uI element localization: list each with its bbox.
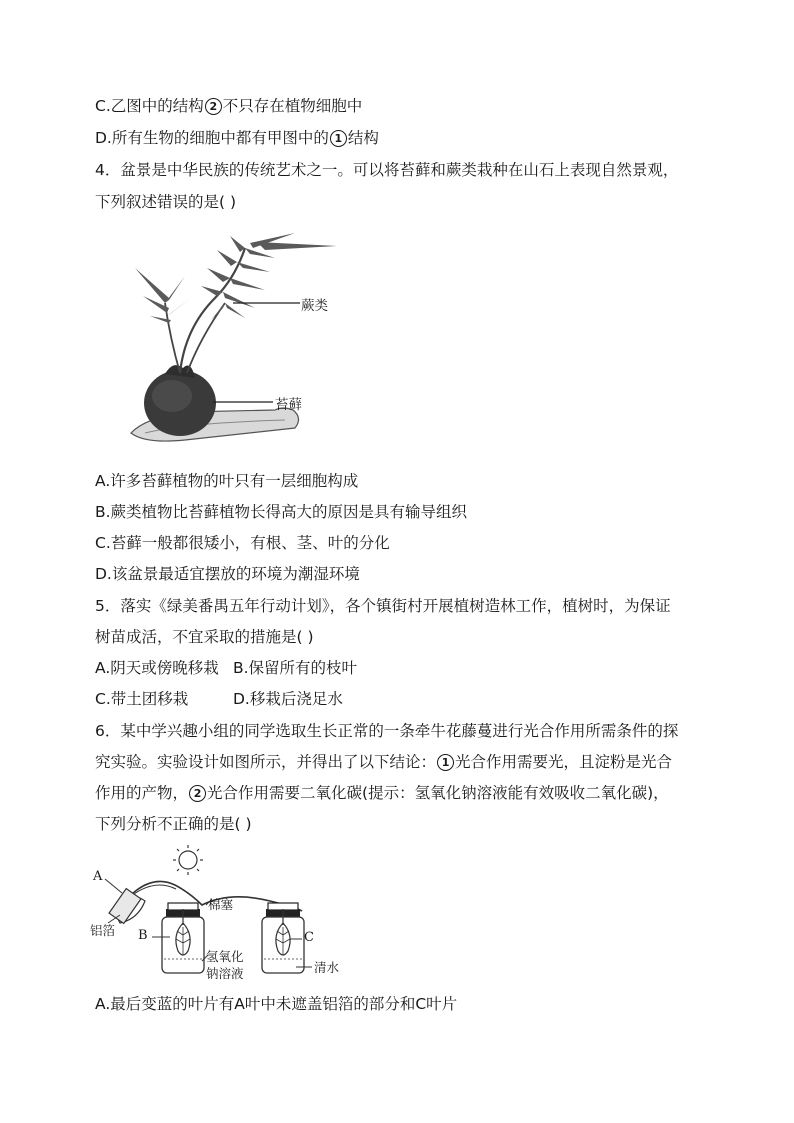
q4-stem-line2: 下列叙述错误的是( ) <box>95 193 237 211</box>
label-a: A <box>93 869 103 884</box>
label-c: C <box>304 930 314 945</box>
bonsai-illustration <box>125 228 355 453</box>
label-water: 清水 <box>314 960 340 975</box>
label-fern: 蕨类 <box>301 298 328 314</box>
q6-option-a: A.最后变蓝的叶片有A叶中未遮盖铝箔的部分和C叶片 <box>95 995 458 1013</box>
q4-option-c: C.苔藓一般都很矮小，有根、茎、叶的分化 <box>95 534 390 552</box>
q6-stem-line2: 究实验。实验设计如图所示，并得出了以下结论： 1 光合作用需要光，且淀粉是光合 <box>95 753 673 771</box>
label-naoh-2: 钠溶液 <box>206 966 244 981</box>
q5-option-c: C.带土团移栽 <box>95 690 189 708</box>
experiment-figure <box>90 843 360 985</box>
q5-option-a: A.阴天或傍晚移栽 <box>95 659 219 677</box>
circled-number-2: 2 <box>205 98 222 115</box>
q5-option-d: D.移栽后浇足水 <box>233 690 343 708</box>
q4-stem-line1: 4．盆景是中华民族的传统艺术之一。可以将苔藓和蕨类栽种在山石上表现自然景观， <box>95 161 679 179</box>
q5-option-b: B.保留所有的枝叶 <box>233 659 358 677</box>
label-cotton: 棉塞 <box>208 897 234 912</box>
q6-stem-line4: 下列分析不正确的是( ) <box>95 815 252 833</box>
q5-stem-line1: 5．落实《绿美番禺五年行动计划》，各个镇街村开展植树造林工作，植树时，为保证 <box>95 597 671 615</box>
q4-option-d: D.该盆景最适宜摆放的环境为潮湿环境 <box>95 565 360 583</box>
q4-option-b: B.蕨类植物比苔藓植物长得高大的原因是具有输导组织 <box>95 503 468 521</box>
label-b: B <box>138 928 148 943</box>
label-moss: 苔藓 <box>275 397 302 413</box>
q3-option-d: D.所有生物的细胞中都有甲图中的 1 结构 <box>95 129 379 147</box>
bonsai-figure <box>125 228 355 453</box>
circled-number-1: 1 <box>330 130 347 147</box>
q6-stem-line3: 作用的产物， 2 光合作用需要二氧化碳(提示：氢氧化钠溶液能有效吸收二氧化碳)， <box>95 784 669 802</box>
label-foil: 铝箔 <box>90 923 116 938</box>
q5-stem-line2: 树苗成活，不宜采取的措施是( ) <box>95 628 314 646</box>
circled-number-2: 2 <box>189 785 206 802</box>
circled-number-1: 1 <box>437 754 454 771</box>
q6-stem-line1: 6．某中学兴趣小组的同学选取生长正常的一条牵牛花藤蔓进行光合作用所需条件的探 <box>95 722 679 740</box>
q3-option-c: C.乙图中的结构 2 不只存在植物细胞中 <box>95 97 363 115</box>
sun-icon <box>173 845 203 875</box>
label-naoh-1: 氢氧化 <box>206 949 244 964</box>
q4-option-a: A.许多苔藓植物的叶只有一层细胞构成 <box>95 472 359 490</box>
